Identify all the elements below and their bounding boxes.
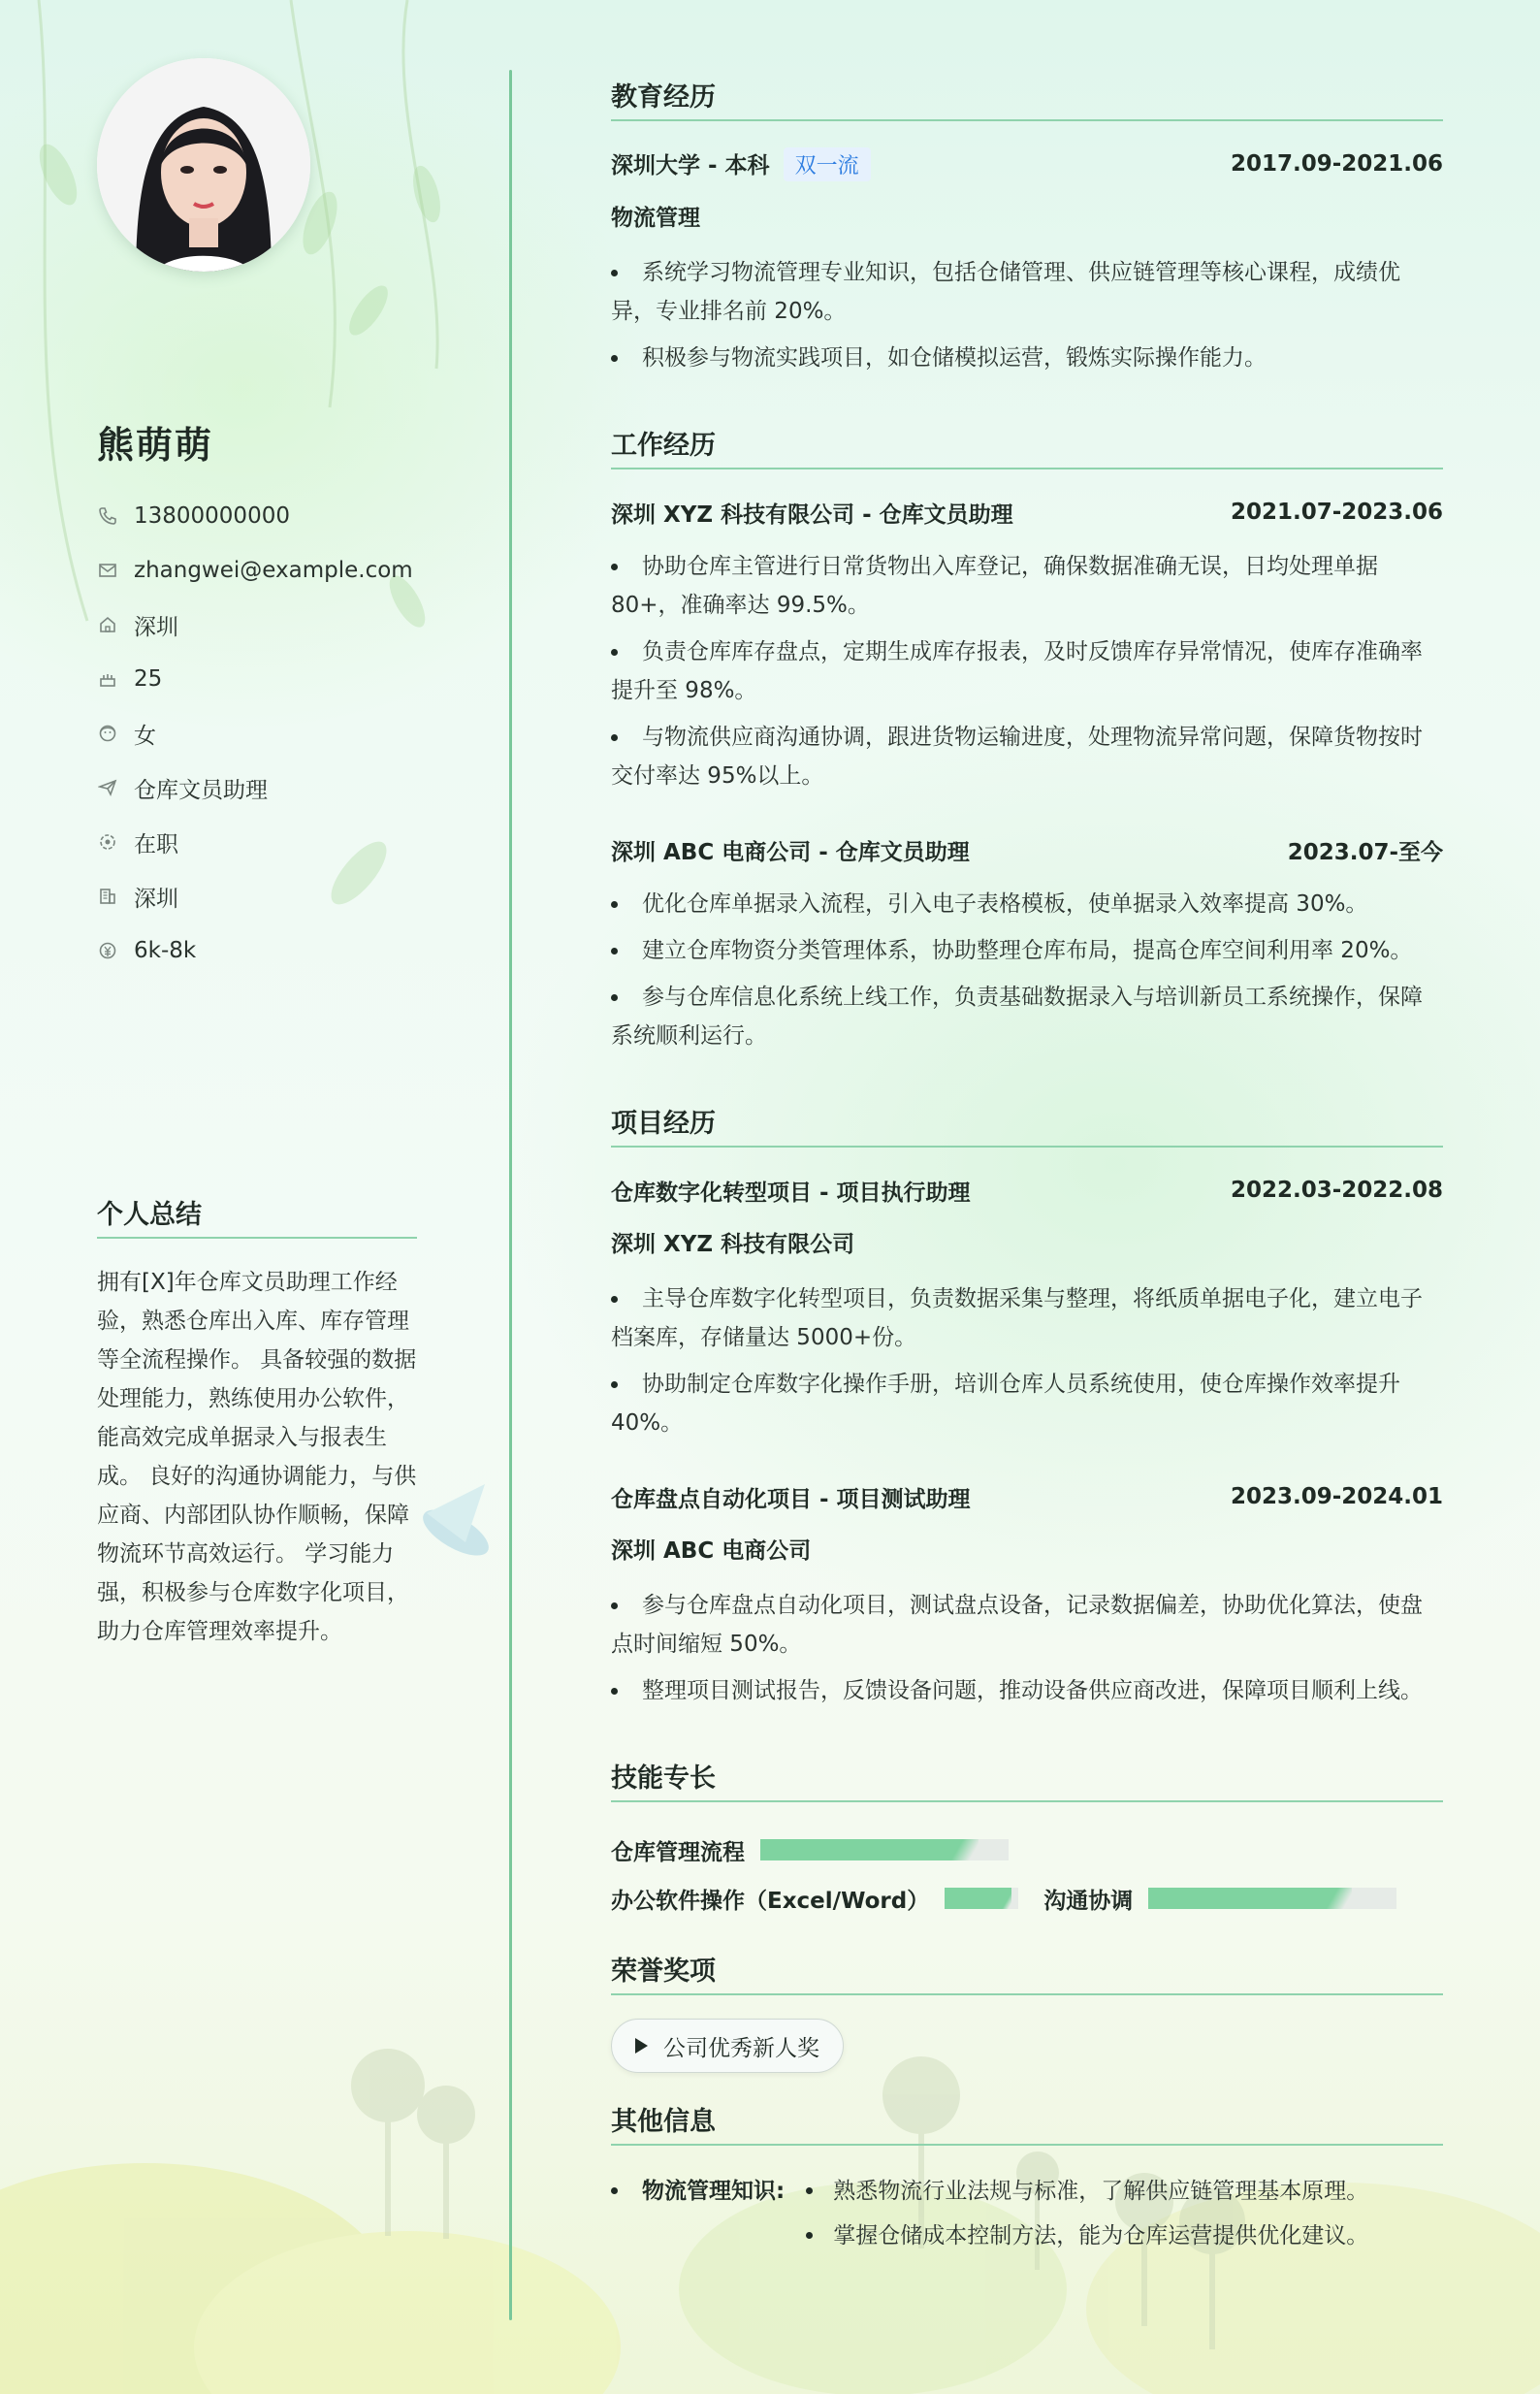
age-value: 25	[134, 666, 163, 692]
salary-icon	[97, 940, 118, 961]
project-title: 仓库数字化转型项目 - 项目执行助理	[611, 1180, 971, 1206]
other-list	[802, 2169, 1368, 2258]
skill-bar	[945, 1888, 1018, 1909]
info-work-city	[97, 869, 465, 923]
list-item: 优化仓库单据录入流程，引入电子表格模板，使单据录入效率提高 30%。	[611, 885, 1443, 923]
list-item: 参与仓库盘点自动化项目，测试盘点设备，记录数据偏差，协助优化算法，使盘点时间缩短 50%。	[611, 1586, 1443, 1664]
position-value: 仓库文员助理	[134, 777, 268, 803]
info-position	[97, 760, 465, 815]
list-item: 熟悉物流行业法规与标准，了解供应链管理基本原理。	[802, 2169, 1368, 2214]
phone-icon	[97, 505, 118, 527]
avatar-portrait-icon	[97, 58, 310, 272]
cake-icon	[97, 668, 118, 690]
column-divider	[509, 70, 512, 2320]
main-content	[611, 76, 1443, 2258]
project-bullets	[611, 1279, 1443, 1442]
skill-bar-fill	[760, 1839, 979, 1860]
education-tag: 双一流	[784, 147, 871, 181]
send-icon	[97, 777, 118, 798]
list-item: 掌握仓储成本控制方法，能为仓库运营提供优化建议。	[802, 2214, 1368, 2258]
skill-name: 办公软件操作（Excel/Word）	[611, 1888, 930, 1914]
info-city	[97, 598, 465, 652]
skill-bar-fill	[945, 1888, 1011, 1909]
candidate-name: 熊萌萌	[97, 424, 214, 467]
status-value: 在职	[134, 831, 178, 857]
info-salary	[97, 923, 465, 978]
skill-bar	[1148, 1888, 1396, 1909]
project-company: 深圳 ABC 电商公司	[611, 1538, 812, 1564]
skills-title: 技能专长	[611, 1757, 1443, 1802]
city-value: 深圳	[134, 614, 178, 640]
list-item: 协助仓库主管进行日常货物出入库登记，确保数据准确无误，日均处理单据 80+，准确率达 99.5%。	[611, 547, 1443, 625]
list-item: 主导仓库数字化转型项目，负责数据采集与整理，将纸质单据电子化，建立电子档案库，存储量达 5000+份。	[611, 1279, 1443, 1357]
summary-text: 拥有[X]年仓库文员助理工作经验，熟悉仓库出入库、库存管理等全流程操作。 具备较强的数据处理能力，熟练使用办公软件，能高效完成单据录入与报表生成。 良好的沟通协调能力，与供应商、内部团队协作顺畅，保障物流环节高效运行。 学习能力强，积极参与仓库数字化项目，助力仓库管理效率提升。	[97, 1270, 417, 1644]
job-header	[611, 830, 1443, 869]
job-date: 2021.07-2023.06	[1230, 500, 1443, 525]
work-city-value: 深圳	[134, 886, 178, 912]
gender-icon	[97, 723, 118, 744]
status-icon	[97, 831, 118, 853]
education-school: 深圳大学 - 本科	[611, 152, 770, 178]
list-item: 积极参与物流实践项目，如仓储模拟运营，锻炼实际操作能力。	[611, 339, 1443, 377]
job-title: 深圳 XYZ 科技有限公司 - 仓库文员助理	[611, 501, 1013, 528]
other-info	[611, 2169, 1443, 2258]
skills-list	[611, 1826, 1443, 1923]
education-school-wrap	[611, 147, 871, 181]
education-date: 2017.09-2021.06	[1230, 151, 1443, 177]
project-date: 2023.09-2024.01	[1230, 1484, 1443, 1509]
list-item: 协助制定仓库数字化操作手册，培训仓库人员系统使用，使仓库操作效率提升 40%。	[611, 1365, 1443, 1442]
home-icon	[97, 614, 118, 635]
list-item: 整理项目测试报告，反馈设备问题，推动设备供应商改进，保障项目顺利上线。	[611, 1671, 1443, 1710]
project-bullets	[611, 1586, 1443, 1710]
building-icon	[97, 886, 118, 907]
info-gender	[97, 706, 465, 760]
avatar	[97, 58, 310, 272]
award-label: 公司优秀新人奖	[663, 2035, 819, 2061]
skill-bar	[760, 1839, 1009, 1860]
job-header	[611, 493, 1443, 532]
education-header	[611, 145, 1443, 183]
skill-item	[611, 1874, 1018, 1923]
list-item: 建立仓库物资分类管理体系，协助整理仓库布局，提高仓库空间利用率 20%。	[611, 931, 1443, 970]
salary-value: 6k-8k	[134, 938, 197, 963]
list-item: 参与仓库信息化系统上线工作，负责基础数据录入与培训新员工系统操作，保障系统顺利运行。	[611, 978, 1443, 1055]
list-item: 与物流供应商沟通协调，跟进货物运输进度，处理物流异常问题，保障货物按时交付率达 95%以上。	[611, 718, 1443, 795]
phone-value: 13800000000	[134, 503, 290, 529]
project-title: 仓库盘点自动化项目 - 项目测试助理	[611, 1486, 971, 1512]
education-major: 物流管理	[611, 206, 700, 231]
education-bullets	[611, 253, 1443, 377]
work-title: 工作经历	[611, 424, 1443, 469]
gender-value: 女	[134, 723, 156, 749]
list-item: 系统学习物流管理专业知识，包括仓储管理、供应链管理等核心课程，成绩优异，专业排名前 20%。	[611, 253, 1443, 331]
other-title: 其他信息	[611, 2100, 1443, 2146]
skill-bar-fill	[1148, 1888, 1352, 1909]
project-header	[611, 1171, 1443, 1210]
job-title: 深圳 ABC 电商公司 - 仓库文员助理	[611, 839, 970, 865]
info-email	[97, 543, 465, 598]
project-date: 2022.03-2022.08	[1230, 1178, 1443, 1203]
info-status	[97, 815, 465, 869]
summary-title: 个人总结	[97, 1193, 417, 1239]
info-phone	[97, 489, 465, 543]
education-title: 教育经历	[611, 76, 1443, 121]
skill-name: 仓库管理流程	[611, 1839, 745, 1865]
info-age	[97, 652, 465, 706]
project-company: 深圳 XYZ 科技有限公司	[611, 1232, 855, 1257]
skill-name: 沟通协调	[1043, 1888, 1134, 1914]
award-badge[interactable]	[611, 2019, 844, 2073]
play-triangle-icon	[635, 2038, 648, 2054]
skill-item	[1043, 1874, 1396, 1923]
job-date: 2023.07-至今	[1287, 839, 1443, 865]
project-header	[611, 1477, 1443, 1516]
contact-info	[97, 489, 465, 978]
mail-icon	[97, 560, 118, 581]
awards-title: 荣誉奖项	[611, 1950, 1443, 1995]
other-key: 物流管理知识:	[642, 2169, 785, 2258]
projects-title: 项目经历	[611, 1102, 1443, 1148]
job-bullets	[611, 885, 1443, 1055]
skill-item	[611, 1826, 1009, 1874]
list-item: 负责仓库库存盘点，定期生成库存报表，及时反馈库存异常情况，使库存准确率提升至 98%。	[611, 632, 1443, 710]
job-bullets	[611, 547, 1443, 795]
email-value: zhangwei@example.com	[134, 558, 413, 583]
